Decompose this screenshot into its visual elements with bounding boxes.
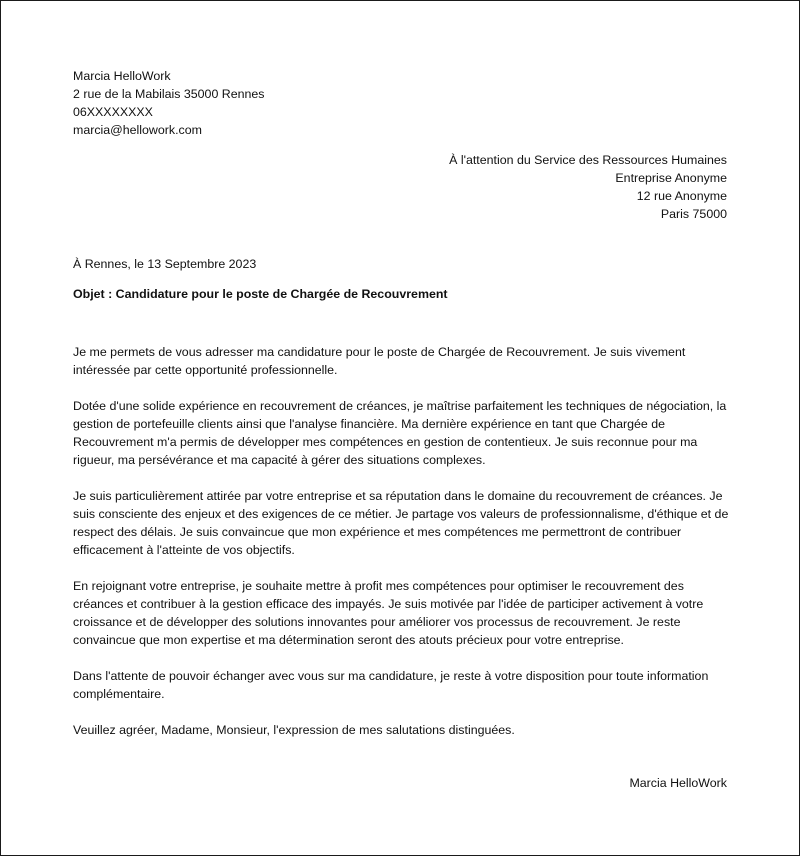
sender-block [73,67,265,139]
sender-name: Marcia HelloWork [73,69,171,83]
place-date: À Rennes, le 13 Septembre 2023 [73,257,257,271]
recipient-attention: À l'attention du Service des Ressources Humaines [449,153,727,167]
paragraph-company-interest: Je suis particulièrement attirée par votre entreprise et sa réputation dans le domaine du recouvrement de créances. Je suis consciente des enjeux et des exigences de ce métier. Je partage vos valeurs de professionnalisme, d'éthique et de respect des délais. Je suis convaincue que mon expérience et mes compétences me permettront de contribuer efficacement à l'atteinte de vos objectifs. [73,489,729,557]
recipient-company: Entreprise Anonyme [615,171,727,185]
paragraph-availability: Dans l'attente de pouvoir échanger avec vous sur ma candidature, je reste à votre disposition pour toute information complémentaire. [73,669,709,701]
sender-address: 2 rue de la Mabilais 35000 Rennes [73,87,265,101]
recipient-city: Paris 75000 [660,207,727,221]
paragraph-intro: Je me permets de vous adresser ma candidature pour le poste de Chargée de Recouvrement. Je suis vivement intéressée par cette opportunité professionnelle. [73,345,686,377]
paragraph-contribution: En rejoignant votre entreprise, je souhaite mettre à profit mes compétences pour optimiser le recouvrement des créances et contribuer à la gestion efficace des impayés. Je suis motivée par l'idée de participer activement à votre croissance et de développer des solutions innovantes pour améliorer vos processus de recouvrement. Je reste convaincue que mon expertise et ma détermination seront des atouts précieux pour votre entreprise. [73,579,704,647]
signature: Marcia HelloWork [629,776,727,790]
letter-body [73,343,733,757]
sender-email: marcia@hellowork.com [73,123,202,137]
recipient-block [449,151,727,223]
recipient-street: 12 rue Anonyme [636,189,727,203]
sender-phone: 06XXXXXXXX [73,105,153,119]
paragraph-experience: Dotée d'une solide expérience en recouvrement de créances, je maîtrise parfaitement les techniques de négociation, la gestion de portefeuille clients ainsi que l'analyse financière. Ma dernière expérience en tant que Chargée de Recouvrement m'a permis de développer mes compétences en gestion de contentieux. Je suis reconnue pour ma rigueur, ma persévérance et ma capacité à gérer des situations complexes. [73,399,727,467]
paragraph-closing: Veuillez agréer, Madame, Monsieur, l'expression de mes salutations distinguées. [73,723,515,737]
subject-line: Objet : Candidature pour le poste de Chargée de Recouvrement [73,287,448,301]
